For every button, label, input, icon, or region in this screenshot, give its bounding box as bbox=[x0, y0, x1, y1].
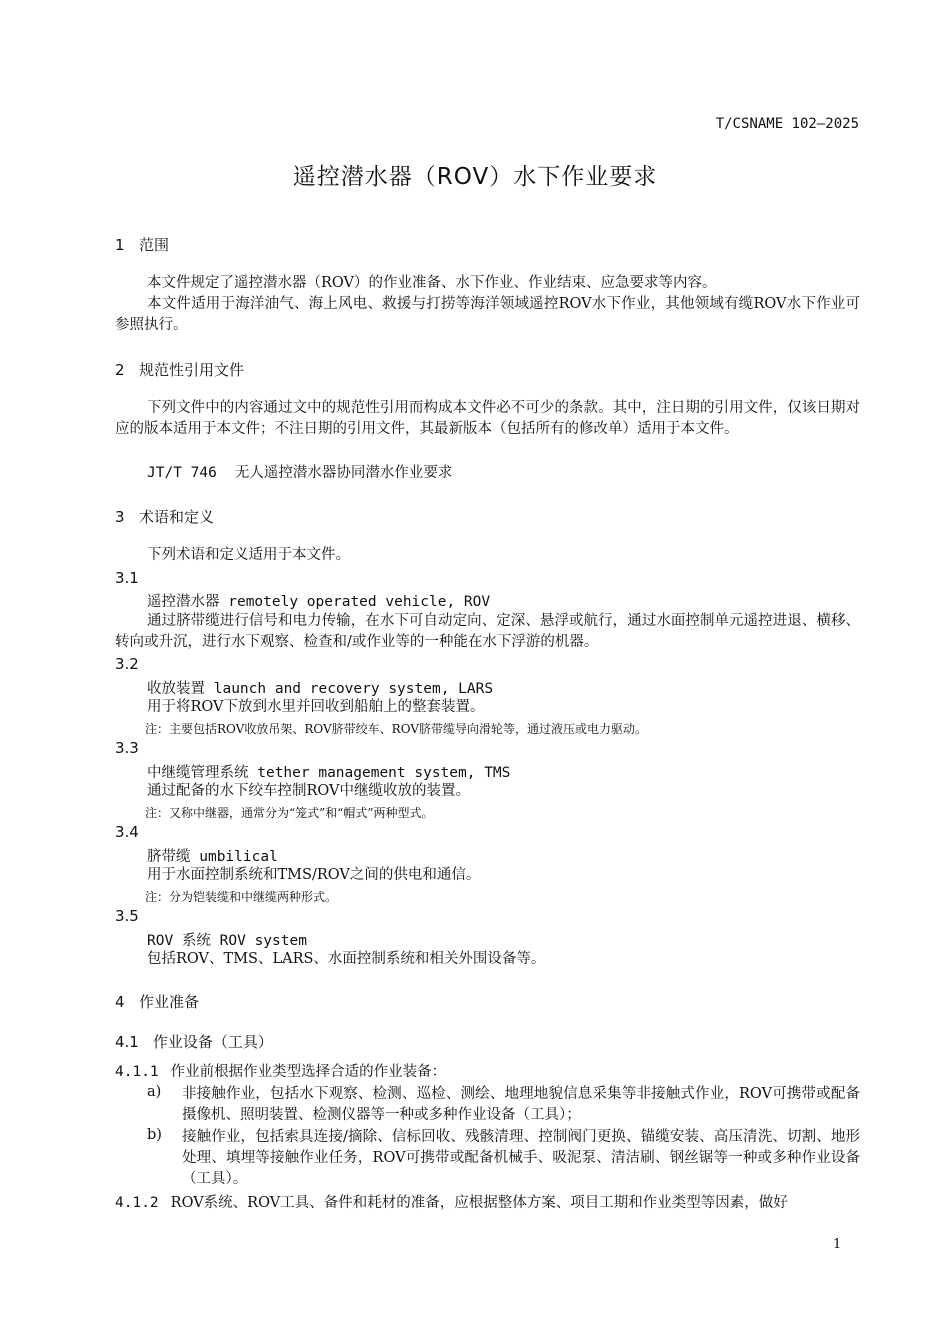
term-name: 收放装置 launch and recovery system, LARS bbox=[147, 681, 494, 697]
section-4-heading bbox=[115, 991, 199, 1012]
section-3-heading bbox=[115, 506, 214, 527]
section-title: 术语和定义 bbox=[139, 508, 215, 526]
term-definition: 用于水面控制系统和TMS/ROV之间的供电和通信。 bbox=[147, 867, 481, 883]
term-number: 3.1 bbox=[115, 569, 139, 587]
section-2-paragraph: 下列文件中的内容通过文中的规范性引用而构成本文件必不可少的条款。其中，注日期的引用文件，仅该日期对应的版本适用于本文件；不注日期的引用文件，其最新版本（包括所有的修改单）适用于本文件。 bbox=[115, 400, 860, 437]
term-name: 脐带缆 umbilical bbox=[147, 849, 278, 865]
section-title: 作业准备 bbox=[139, 993, 200, 1011]
term-note: 注：分为铠装缆和中继缆两种形式。 bbox=[145, 890, 338, 904]
term-definition: 通过配备的水下绞车控制ROV中继缆收放的装置。 bbox=[147, 783, 471, 799]
section-number: 4 bbox=[115, 993, 125, 1011]
term-number: 3.4 bbox=[115, 823, 139, 841]
term-definition: 用于将ROV下放到水里并回收到船舶上的整套装置。 bbox=[147, 699, 485, 715]
section-1-paragraph-2: 本文件适用于海洋油气、海上风电、救援与打捞等海洋领域遥控ROV水下作业，其他领域有缆ROV水下作业可参照执行。 bbox=[115, 296, 860, 333]
reference-code: JT/T 746 bbox=[147, 465, 217, 481]
reference-title: 无人遥控潜水器协同潜水作业要求 bbox=[234, 465, 453, 481]
section-1-paragraph-1: 本文件规定了遥控潜水器（ROV）的作业准备、水下作业、作业结束、应急要求等内容。 bbox=[147, 275, 717, 291]
document-id: T/CSNAME 102—2025 bbox=[715, 116, 859, 132]
section-title: 规范性引用文件 bbox=[139, 361, 245, 379]
term-name: 遥控潜水器 remotely operated vehicle, ROV bbox=[147, 594, 491, 610]
section-number: 2 bbox=[115, 361, 125, 379]
subsection-number: 4.1 bbox=[115, 1033, 139, 1051]
section-title: 范围 bbox=[139, 236, 170, 254]
section-number: 1 bbox=[115, 236, 125, 254]
term-definition: 包括ROV、TMS、LARS、水面控制系统和相关外围设备等。 bbox=[147, 951, 546, 967]
list-item: 非接触作业，包括水下观察、检测、巡检、测绘、地理地貌信息采集等非接触式作业，ROV可携带或配备摄像机、照明装置、检测仪器等一种或多种作业设备（工具）； bbox=[182, 1086, 860, 1123]
section-number: 3 bbox=[115, 508, 125, 526]
clause-4-1-2 bbox=[115, 1193, 788, 1214]
term-definition: 通过脐带缆进行信号和电力传输，在水下可自动定向、定深、悬浮或航行，通过水面控制单元遥控进退、横移、转向或升沉，进行水下观察、检查和/或作业等的一种能在水下浮游的机器。 bbox=[115, 613, 860, 650]
section-2-heading bbox=[115, 359, 244, 380]
term-note: 注：主要包括ROV收放吊架、ROV脐带绞车、ROV脐带缆导向滑轮等，通过液压或电力驱动。 bbox=[145, 722, 647, 736]
clause-text: 作业前根据作业类型选择合适的作业装备： bbox=[170, 1064, 447, 1080]
section-3-intro: 下列术语和定义适用于本文件。 bbox=[147, 547, 350, 563]
subsection-title: 作业设备（工具） bbox=[152, 1033, 273, 1051]
subsection-4-1-heading bbox=[115, 1031, 273, 1052]
clause-4-1-1 bbox=[115, 1062, 446, 1083]
term-name: ROV 系统 ROV system bbox=[147, 933, 307, 949]
clause-text: ROV系统、ROV工具、备件和耗材的准备，应根据整体方案、项目工期和作业类型等因素，做好 bbox=[170, 1195, 788, 1211]
term-name: 中继缆管理系统 tether management system, TMS bbox=[147, 765, 511, 781]
clause-number: 4.1.2 bbox=[115, 1195, 159, 1211]
section-1-heading bbox=[115, 234, 169, 255]
term-number: 3.5 bbox=[115, 907, 139, 925]
term-number: 3.3 bbox=[115, 739, 139, 757]
normative-reference bbox=[147, 463, 452, 484]
clause-number: 4.1.1 bbox=[115, 1064, 159, 1080]
page-title: 遥控潜水器（ROV）水下作业要求 bbox=[292, 164, 658, 190]
term-note: 注：又称中继器，通常分为“笼式”和“帽式”两种型式。 bbox=[145, 806, 434, 820]
list-marker: b) bbox=[147, 1127, 162, 1143]
list-marker: a) bbox=[147, 1084, 162, 1100]
page-number: 1 bbox=[833, 1237, 842, 1252]
list-item: 接触作业，包括索具连接/摘除、信标回收、残骸清理、控制阀门更换、锚缆安装、高压清洗、切割、地形处理、填埋等接触作业任务，ROV可携带或配备机械手、吸泥泵、清洁刷、钢丝锯等一种或多种作业设备（工具）。 bbox=[182, 1129, 860, 1187]
term-number: 3.2 bbox=[115, 655, 139, 673]
